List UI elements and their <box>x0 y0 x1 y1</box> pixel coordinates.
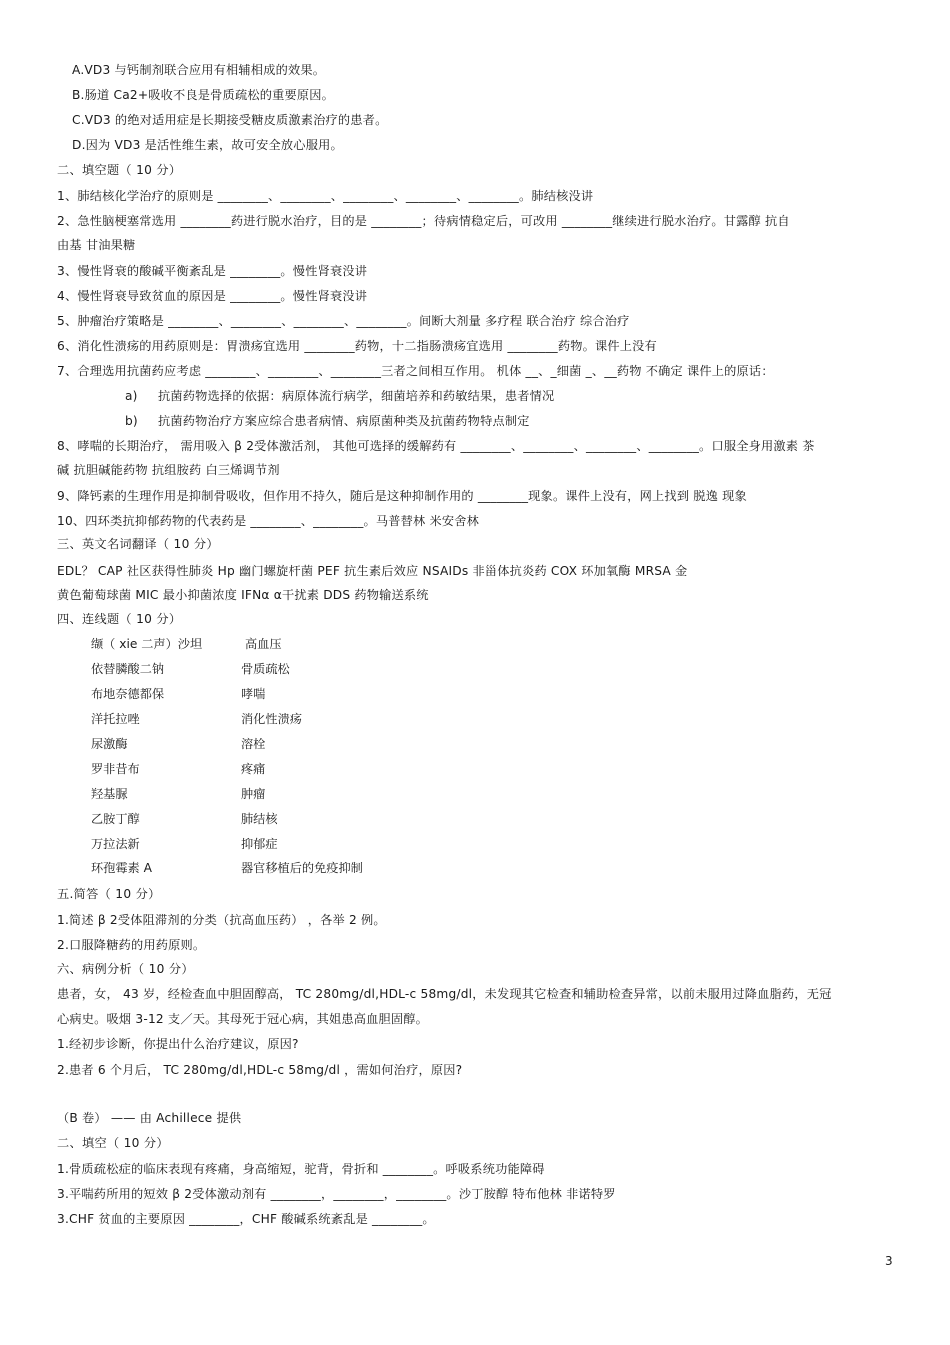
match-left-item: 洋托拉唑 <box>91 712 140 726</box>
option-a: A.VD3 与钙制剂联合应用有相辅相成的效果。 <box>72 63 326 77</box>
match-left-item: 尿激酶 <box>91 737 128 751</box>
fill-question-8: 8、哮喘的长期治疗， 需用吸入 β 2受体激活剂， 其他可选择的缓解药有 ________、________、________、________。口服全身用激素 茶 <box>57 439 815 453</box>
translate-line-1: EDL？ CAP 社区获得性肺炎 Hp 幽门螺旋杆菌 PEF 抗生素后效应 NSAIDs 非甾体抗炎药 COX 环加氧酶 MRSA 金 <box>57 564 688 578</box>
match-left-item: 环孢霉素 A <box>91 861 152 875</box>
match-right-item: 哮喘 <box>241 687 266 701</box>
page-number: 3 <box>885 1254 893 1268</box>
match-left-item: 羟基脲 <box>91 787 128 801</box>
section-heading-fill: 二、填空题（ 10 分） <box>57 163 182 177</box>
match-left-item: 万拉法新 <box>91 837 140 851</box>
match-left-item: 布地奈德都保 <box>91 687 165 701</box>
fill-question-2: 2、急性脑梗塞常选用 ________药进行脱水治疗，目的是 ________；待病情稳定后，可改用 ________继续进行脱水治疗。甘露醇 抗自 <box>57 214 790 228</box>
match-left-item: 罗非昔布 <box>91 762 140 776</box>
match-right-item: 消化性溃疡 <box>241 712 302 726</box>
section-heading-case: 六、病例分析（ 10 分） <box>57 962 194 976</box>
fill-question-6: 6、消化性溃疡的用药原则是：胃溃疡宜选用 ________药物，十二指肠溃疡宜选用 ________药物。课件上没有 <box>57 339 657 353</box>
match-left-item: 依替膦酸二钠 <box>91 662 165 676</box>
match-right-item: 疼痛 <box>241 762 266 776</box>
list-marker-a: a) <box>125 389 138 403</box>
b-fill-question-1: 1.骨质疏松症的临床表现有疼痛，身高缩短，驼背，骨折和 ________。呼吸系统功能障碍 <box>57 1162 545 1176</box>
list-marker-b: b) <box>125 414 138 428</box>
match-right-item: 器官移植后的免疫抑制 <box>241 861 363 875</box>
b-volume-title: （B 卷） —— 由 Achillece 提供 <box>57 1111 242 1125</box>
section-heading-short-answer: 五.简答（ 10 分） <box>57 887 161 901</box>
match-right-item: 溶栓 <box>241 737 266 751</box>
match-right-item: 抑郁症 <box>241 837 278 851</box>
case-question-2: 2.患者 6 个月后， TC 280mg/dl,HDL-c 58mg/dl ，需如何治疗，原因? <box>57 1063 463 1077</box>
option-c: C.VD3 的绝对适用症是长期接受糖皮质激素治疗的患者。 <box>72 113 388 127</box>
fill-question-2-cont: 由基 甘油果糖 <box>57 238 136 252</box>
short-question-2: 2.口服降糖药的用药原则。 <box>57 938 206 952</box>
fill-question-7-note-a: 抗菌药物选择的依据：病原体流行病学，细菌培养和药敏结果，患者情况 <box>158 389 555 403</box>
match-right-item: 肿瘤 <box>241 787 266 801</box>
match-left-item: 缬（ xie 二声）沙坦 <box>91 637 203 651</box>
section-heading-matching: 四、连线题（ 10 分） <box>57 612 182 626</box>
match-right-item: 肺结核 <box>241 812 278 826</box>
fill-question-1: 1、肺结核化学治疗的原则是 ________、________、________、________、________。肺结核没讲 <box>57 189 594 203</box>
fill-question-7-note-b: 抗菌药物治疗方案应综合患者病情、病原菌种类及抗菌药物特点制定 <box>158 414 530 428</box>
match-left-item: 乙胺丁醇 <box>91 812 140 826</box>
case-question-1: 1.经初步诊断，你提出什么治疗建议，原因? <box>57 1037 299 1051</box>
fill-question-4: 4、慢性肾衰导致贫血的原因是 ________。慢性肾衰没讲 <box>57 289 368 303</box>
fill-question-7: 7、合理选用抗菌药应考虑 ________、________、________三者之间相互作用。 机体 __、_细菌 _、__药物 不确定 课件上的原话： <box>57 364 774 378</box>
fill-question-3: 3、慢性肾衰的酸碱平衡紊乱是 ________。慢性肾衰没讲 <box>57 264 368 278</box>
section-heading-translate: 三、英文名词翻译（ 10 分） <box>57 537 219 551</box>
match-right-item: 骨质疏松 <box>241 662 290 676</box>
fill-question-10: 10、四环类抗抑郁药物的代表药是 ________、________。马普替林 米安舍林 <box>57 514 480 528</box>
fill-question-9: 9、降钙素的生理作用是抑制骨吸收，但作用不持久，随后是这种抑制作用的 ________现象。课件上没有，网上找到 脱逸 现象 <box>57 489 747 503</box>
fill-question-5: 5、肿瘤治疗策略是 ________、________、________、________。间断大剂量 多疗程 联合治疗 综合治疗 <box>57 314 630 328</box>
case-description-cont: 心病史。吸烟 3-12 支／天。其母死于冠心病，其姐患高血胆固醇。 <box>57 1012 429 1026</box>
b-fill-question-3: 3.CHF 贫血的主要原因 ________，CHF 酸碱系统紊乱是 ________。 <box>57 1212 435 1226</box>
option-b: B.肠道 Ca2+吸收不良是骨质疏松的重要原因。 <box>72 88 335 102</box>
short-question-1: 1.简述 β 2受体阻滞剂的分类（抗高血压药） ，各举 2 例。 <box>57 913 386 927</box>
b-fill-question-2: 3.平喘药所用的短效 β 2受体激动剂有 ________，________，________。沙丁胺醇 特布他林 非诺特罗 <box>57 1187 616 1201</box>
option-d: D.因为 VD3 是活性维生素，故可安全放心服用。 <box>72 138 343 152</box>
fill-question-8-cont: 碱 抗胆碱能药物 抗组胺药 白三烯调节剂 <box>57 463 280 477</box>
case-description: 患者，女， 43 岁，经检查血中胆固醇高， TC 280mg/dl,HDL-c 58mg/dl，未发现其它检查和辅助检查异常，以前未服用过降血脂药，无冠 <box>57 987 832 1001</box>
section-heading-b-fill: 二、填空（ 10 分） <box>57 1136 169 1150</box>
match-right-item: 高血压 <box>245 637 282 651</box>
translate-line-2: 黄色葡萄球菌 MIC 最小抑菌浓度 IFNα α干扰素 DDS 药物输送系统 <box>57 588 429 602</box>
